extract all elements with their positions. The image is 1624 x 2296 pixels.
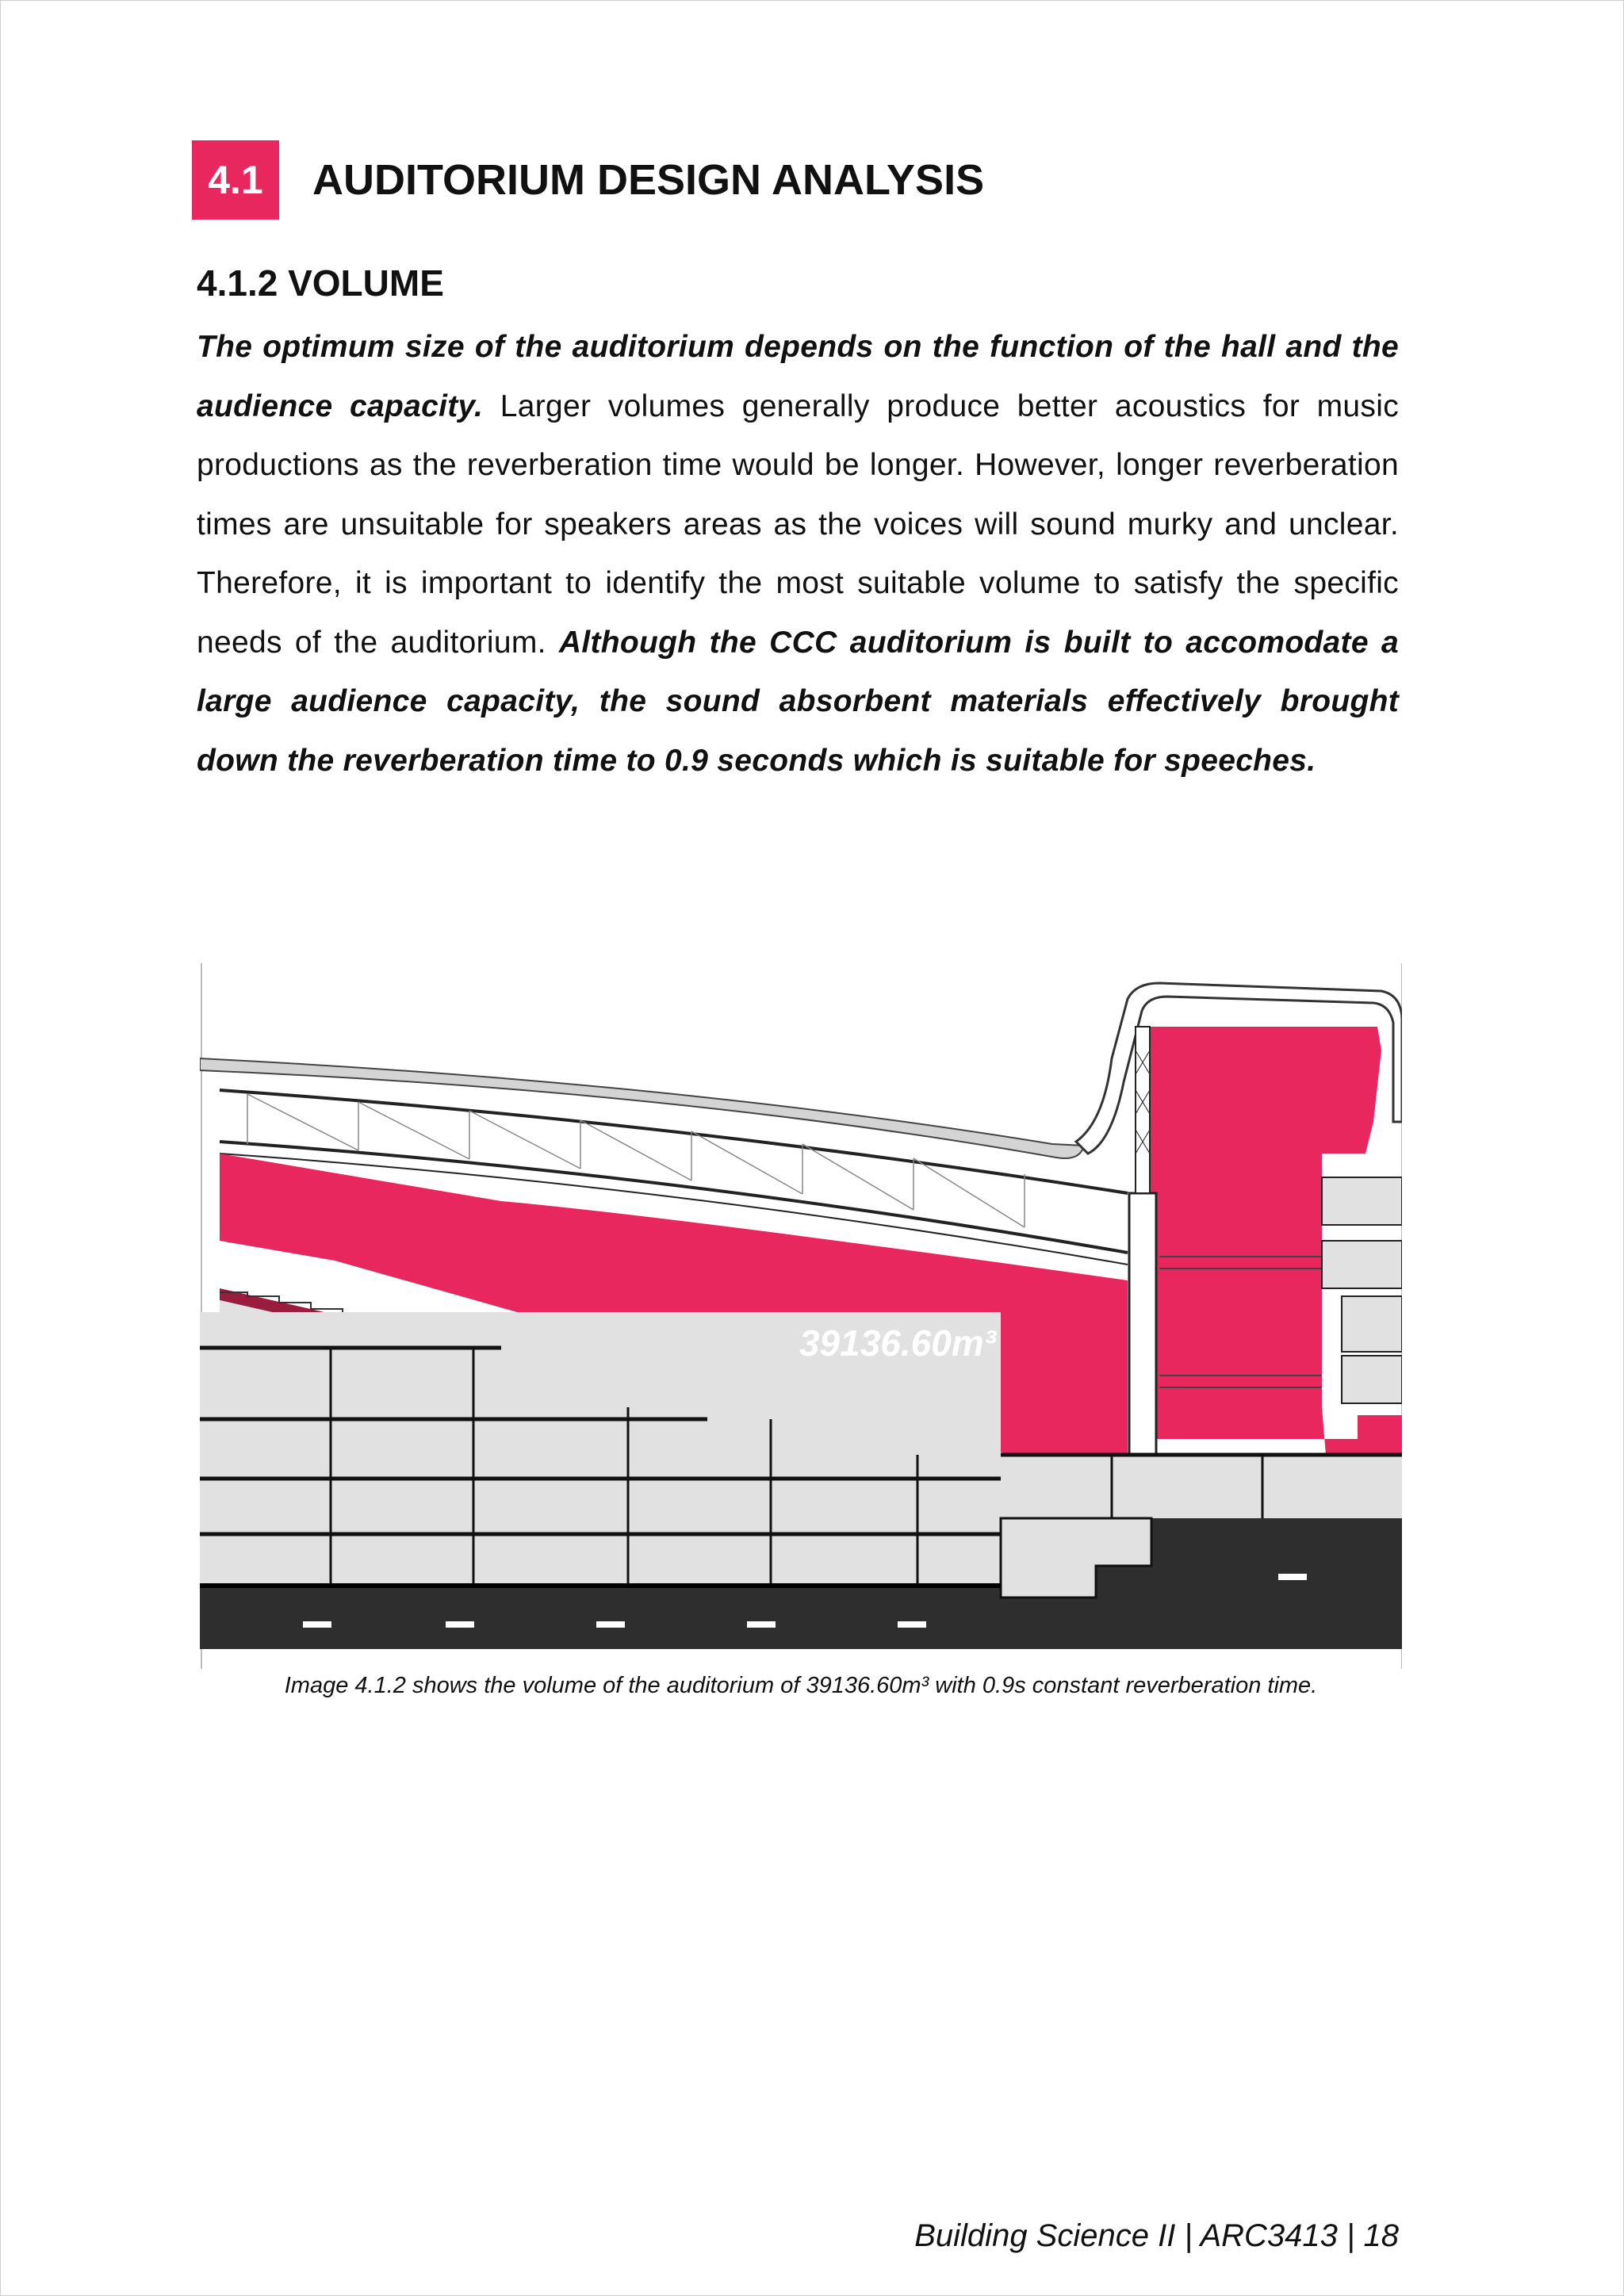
volume-label: 39136.60m³ xyxy=(799,1322,997,1364)
section-title: AUDITORIUM DESIGN ANALYSIS xyxy=(312,156,985,204)
section-number-badge: 4.1 xyxy=(192,140,279,220)
body-tail-bold: Although the CCC auditorium is built to accomodate a large audience capacity, the sound absorbent materials effectively brought down the reverberation time to 0.9 seconds which is suitable for speeches. xyxy=(197,625,1399,778)
page-footer: Building Science II | ARC3413 | 18 xyxy=(914,2218,1399,2253)
auditorium-section-drawing xyxy=(200,963,1402,1685)
body-middle-text: Larger volumes generally produce better acoustics for music productions as the reverberation time would be longer. However, longer reverberation times are unsuitable for speakers areas as the voices will sound murky and unclear. Therefore, it is important to identify the most suitable volume to satisfy the specific needs of the auditorium. xyxy=(197,388,1399,660)
figure-caption: Image 4.1.2 shows the volume of the auditorium of 39136.60m³ with 0.9s constant reverberation time. xyxy=(284,1673,1318,1698)
body-paragraph xyxy=(197,318,1399,790)
body-lead-bold: The optimum size of the auditorium depends on the function of the hall and the audience capacity. xyxy=(197,330,1399,423)
section-header xyxy=(192,140,984,220)
subsection-title: 4.1.2 VOLUME xyxy=(197,262,444,304)
